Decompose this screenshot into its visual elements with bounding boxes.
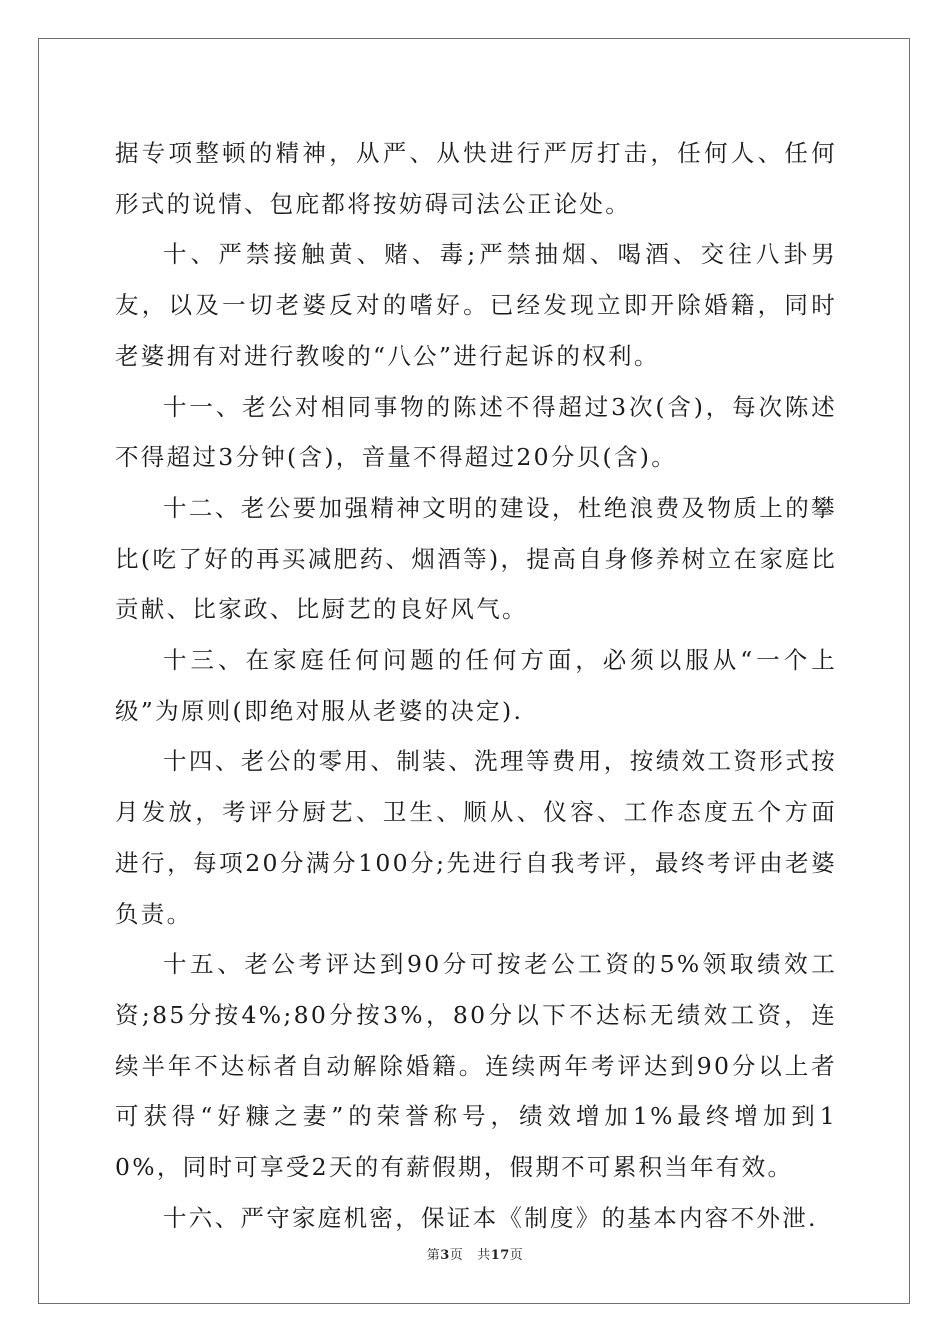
total-suffix: 页 (509, 1248, 524, 1263)
page-suffix: 页 (449, 1248, 464, 1263)
paragraph-article-10: 十、严禁接触黄、赌、毒;严禁抽烟、喝酒、交往八卦男友，以及一切老婆反对的嗜好。已经发现立即开除婚籍，同时老婆拥有对进行教唆的“八公”进行起诉的权利。 (115, 240, 837, 370)
paragraph-article-11: 十一、老公对相同事物的陈述不得超过3次(含)，每次陈述不得超过3分钟(含)，音量不得超过20分贝(含)。 (115, 392, 837, 472)
paragraph-article-12: 十二、老公要加强精神文明的建设，杜绝浪费及物质上的攀比(吃了好的再买减肥药、烟酒等)，提高自身修养树立在家庭比贡献、比家政、比厨艺的良好风气。 (115, 493, 837, 624)
paragraph-article-13: 十三、在家庭任何问题的任何方面，必须以服从“一个上级”为原则(即绝对服从老婆的决定). (115, 646, 837, 725)
page-footer (0, 1247, 950, 1265)
paragraph-article-14: 十四、老公的零用、制装、洗理等费用，按绩效工资形式按月发放，考评分厨艺、卫生、顺从、仪容、工作态度五个方面进行，每项20分满分100分;先进行自我考评，最终考评由老婆负责。 (115, 747, 837, 928)
page-prefix: 第 (426, 1248, 441, 1263)
document-body (115, 128, 837, 1243)
total-prefix: 共 (477, 1248, 491, 1263)
total-pages: 17 (490, 1248, 510, 1263)
paragraph-article-16: 十六、严守家庭机密，保证本《制度》的基本内容不外泄. (163, 1203, 818, 1232)
page-number: 3 (440, 1248, 450, 1263)
paragraph-article-15: 十五、老公考评达到90分可按老公工资的5%领取绩效工资;85分按4%;80分按3%，80分以下不达标无绩效工资，连续半年不达标者自动解除婚籍。连续两年考评达到90分以上者可获得“好糠之妻”的荣誉称号，绩效增加1%最终增加到10%，同时可享受2天的有薪假期，假期不可累积当年有效。 (115, 950, 837, 1182)
paragraph-continuation: 据专项整顿的精神，从严、从快进行严厉打击，任何人、任何形式的说情、包庇都将按妨碍司法公正论处。 (115, 139, 837, 218)
